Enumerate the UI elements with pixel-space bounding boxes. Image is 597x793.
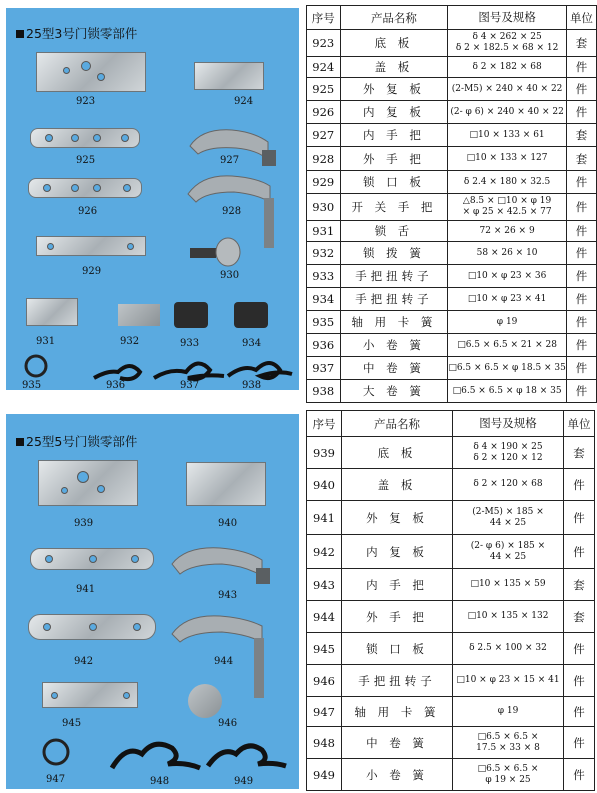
- product-name-cell: 小 卷 簧: [342, 759, 453, 791]
- table-row: [307, 569, 595, 601]
- spec-cell: 58 × 26 × 10: [448, 242, 567, 265]
- product-name-cell: 锁 口 板: [340, 171, 448, 194]
- part-label: 928: [222, 206, 242, 217]
- table-row: [307, 727, 595, 759]
- part-number-cell: 949: [307, 759, 342, 791]
- part-label: 936: [106, 380, 126, 390]
- part-label: 945: [62, 718, 82, 729]
- part-number-cell: 940: [307, 469, 342, 501]
- table-row: [307, 311, 597, 334]
- part-number-cell: 948: [307, 727, 342, 759]
- table-row: [307, 242, 597, 265]
- spec-cell: δ 2 × 182 × 68: [448, 57, 567, 78]
- part-label: 948: [150, 776, 170, 787]
- part-label: 929: [82, 266, 102, 277]
- table-row: [307, 171, 597, 194]
- unit-cell: 件: [566, 101, 596, 124]
- part-947-image: [40, 736, 74, 770]
- product-name-cell: 外 复 板: [342, 501, 453, 535]
- spec-cell: △8.5 × □10 × φ 19 × φ 25 × 42.5 × 77: [448, 194, 567, 221]
- table-row: [307, 665, 595, 697]
- table-row: [307, 633, 595, 665]
- part-number-cell: 929: [307, 171, 341, 194]
- spec-cell: □6.5 × 6.5 × φ 18 × 35: [448, 380, 567, 403]
- column-header: 单位: [564, 411, 595, 437]
- table-row: [307, 334, 597, 357]
- table-row: [307, 437, 595, 469]
- unit-cell: 件: [566, 78, 596, 101]
- spec-cell: □10 × 133 × 127: [448, 147, 567, 171]
- spec-cell: □6.5 × 6.5 × φ 19 × 25: [453, 759, 564, 791]
- spec-cell: δ 2 × 120 × 68: [453, 469, 564, 501]
- part-label: 940: [218, 518, 238, 529]
- part-label: 938: [242, 380, 262, 390]
- table-row: [307, 221, 597, 242]
- product-name-cell: 底 板: [340, 30, 448, 57]
- spec-table-body: [307, 411, 595, 791]
- unit-cell: 套: [566, 30, 596, 57]
- unit-cell: 件: [564, 469, 595, 501]
- part-label: 927: [220, 155, 240, 166]
- part-942-image: [28, 614, 156, 640]
- part-939-image: [38, 460, 138, 506]
- table-row: [307, 469, 595, 501]
- part-label: 933: [180, 338, 200, 349]
- part-label: 943: [218, 590, 238, 601]
- column-header: 图号及规格: [448, 6, 567, 30]
- product-name-cell: 外 手 把: [342, 601, 453, 633]
- parts-panel-5: [6, 414, 299, 789]
- part-label: 924: [234, 96, 254, 107]
- unit-cell: 件: [566, 242, 596, 265]
- unit-cell: 件: [566, 334, 596, 357]
- table-row: [307, 501, 595, 535]
- part-926-image: [28, 178, 142, 198]
- part-number-cell: 931: [307, 221, 341, 242]
- table-row: [307, 194, 597, 221]
- part-label: 930: [220, 270, 240, 281]
- product-name-cell: 盖 板: [342, 469, 453, 501]
- unit-cell: 件: [564, 759, 595, 791]
- product-name-cell: 内 复 板: [340, 101, 448, 124]
- spec-table-body: [307, 6, 597, 403]
- table-row: [307, 30, 597, 57]
- spec-cell: δ 2.4 × 180 × 32.5: [448, 171, 567, 194]
- part-number-cell: 923: [307, 30, 341, 57]
- unit-cell: 件: [566, 288, 596, 311]
- column-header: 产品名称: [342, 411, 453, 437]
- product-name-cell: 大 卷 簧: [340, 380, 448, 403]
- column-header: 序号: [307, 6, 341, 30]
- table-row: [307, 535, 595, 569]
- unit-cell: 套: [564, 601, 595, 633]
- part-label: 926: [78, 206, 98, 217]
- part-number-cell: 932: [307, 242, 341, 265]
- spec-cell: (2- φ 6) × 185 × 44 × 25: [453, 535, 564, 569]
- part-945-image: [42, 682, 138, 708]
- product-name-cell: 盖 板: [340, 57, 448, 78]
- part-number-cell: 945: [307, 633, 342, 665]
- table-row: [307, 380, 597, 403]
- unit-cell: 件: [566, 171, 596, 194]
- unit-cell: 套: [566, 147, 596, 171]
- part-929-image: [36, 236, 146, 256]
- table-row: [307, 147, 597, 171]
- part-label: 944: [214, 656, 234, 667]
- spec-cell: δ 4 × 190 × 25 δ 2 × 120 × 12: [453, 437, 564, 469]
- part-number-cell: 935: [307, 311, 341, 334]
- product-name-cell: 内 手 把: [342, 569, 453, 601]
- panel-title: 25型3号门锁零部件: [16, 24, 137, 42]
- unit-cell: 件: [564, 535, 595, 569]
- table-row: [307, 601, 595, 633]
- product-name-cell: 内 手 把: [340, 124, 448, 147]
- product-name-cell: 外 复 板: [340, 78, 448, 101]
- part-label: 937: [180, 380, 200, 390]
- column-header: 图号及规格: [453, 411, 564, 437]
- panel-title: 25型5号门锁零部件: [16, 432, 137, 450]
- part-number-cell: 943: [307, 569, 342, 601]
- spec-cell: (2-M5) × 240 × 40 × 22: [448, 78, 567, 101]
- unit-cell: 件: [564, 633, 595, 665]
- part-label: 925: [76, 155, 96, 166]
- part-number-cell: 942: [307, 535, 342, 569]
- spec-table-5: [306, 410, 595, 791]
- spec-cell: □10 × 135 × 59: [453, 569, 564, 601]
- part-934-image: [234, 302, 268, 328]
- product-name-cell: 锁 口 板: [342, 633, 453, 665]
- table-header-row: [307, 411, 595, 437]
- part-number-cell: 928: [307, 147, 341, 171]
- part-label: 947: [46, 774, 66, 785]
- table-header-row: [307, 6, 597, 30]
- spec-cell: □10 × φ 23 × 15 × 41: [453, 665, 564, 697]
- product-name-cell: 开 关 手 把: [340, 194, 448, 221]
- part-label: 923: [76, 96, 96, 107]
- product-name-cell: 锁 舌: [340, 221, 448, 242]
- part-label: 949: [234, 776, 254, 787]
- table-row: [307, 697, 595, 727]
- spec-cell: □10 × 135 × 132: [453, 601, 564, 633]
- part-933-image: [174, 302, 208, 328]
- part-label: 946: [218, 718, 238, 729]
- spec-cell: (2- φ 6) × 240 × 40 × 22: [448, 101, 567, 124]
- column-header: 单位: [566, 6, 596, 30]
- product-name-cell: 小 卷 簧: [340, 334, 448, 357]
- product-name-cell: 中 卷 簧: [340, 357, 448, 380]
- table-row: [307, 101, 597, 124]
- part-number-cell: 941: [307, 501, 342, 535]
- part-930-image: [186, 234, 246, 274]
- part-number-cell: 926: [307, 101, 341, 124]
- part-number-cell: 924: [307, 57, 341, 78]
- unit-cell: 件: [566, 194, 596, 221]
- part-label: 942: [74, 656, 94, 667]
- part-label: 934: [242, 338, 262, 349]
- product-name-cell: 锁 拨 簧: [340, 242, 448, 265]
- part-label: 932: [120, 336, 140, 347]
- product-name-cell: 手把扭转子: [340, 265, 448, 288]
- spec-table-3: [306, 5, 597, 403]
- part-number-cell: 930: [307, 194, 341, 221]
- product-name-cell: 手把扭转子: [340, 288, 448, 311]
- part-941-image: [30, 548, 154, 570]
- part-number-cell: 933: [307, 265, 341, 288]
- part-number-cell: 925: [307, 78, 341, 101]
- product-name-cell: 中 卷 簧: [342, 727, 453, 759]
- unit-cell: 件: [564, 727, 595, 759]
- part-number-cell: 947: [307, 697, 342, 727]
- spec-cell: (2-M5) × 185 × 44 × 25: [453, 501, 564, 535]
- part-948-image: [106, 734, 206, 774]
- product-name-cell: 内 复 板: [342, 535, 453, 569]
- unit-cell: 件: [566, 357, 596, 380]
- product-name-cell: 轴 用 卡 簧: [342, 697, 453, 727]
- parts-panel-3: [6, 8, 299, 390]
- part-923-image: [36, 52, 146, 92]
- spec-cell: □10 × 133 × 61: [448, 124, 567, 147]
- table-row: [307, 357, 597, 380]
- product-name-cell: 轴 用 卡 簧: [340, 311, 448, 334]
- table-row: [307, 265, 597, 288]
- unit-cell: 件: [566, 221, 596, 242]
- spec-cell: φ 19: [448, 311, 567, 334]
- table-row: [307, 78, 597, 101]
- unit-cell: 件: [564, 665, 595, 697]
- product-name-cell: 外 手 把: [340, 147, 448, 171]
- spec-cell: □6.5 × 6.5 × φ 18.5 × 35: [448, 357, 567, 380]
- part-932-image: [118, 304, 160, 326]
- part-number-cell: 937: [307, 357, 341, 380]
- unit-cell: 套: [564, 569, 595, 601]
- part-949-image: [202, 734, 292, 774]
- unit-cell: 套: [566, 124, 596, 147]
- product-name-cell: 手把扭转子: [342, 665, 453, 697]
- part-935-image: [22, 352, 52, 382]
- spec-cell: □6.5 × 6.5 × 21 × 28: [448, 334, 567, 357]
- column-header: 序号: [307, 411, 342, 437]
- spec-cell: 72 × 26 × 9: [448, 221, 567, 242]
- column-header: 产品名称: [340, 6, 448, 30]
- table-row: [307, 759, 595, 791]
- part-number-cell: 946: [307, 665, 342, 697]
- spec-cell: φ 19: [453, 697, 564, 727]
- spec-cell: □10 × φ 23 × 41: [448, 288, 567, 311]
- part-925-image: [30, 128, 140, 148]
- part-946-image: [188, 684, 222, 718]
- spec-cell: δ 4 × 262 × 25 δ 2 × 182.5 × 68 × 12: [448, 30, 567, 57]
- product-name-cell: 底 板: [342, 437, 453, 469]
- part-label: 939: [74, 518, 94, 529]
- unit-cell: 套: [564, 437, 595, 469]
- spec-cell: □10 × φ 23 × 36: [448, 265, 567, 288]
- part-label: 935: [22, 380, 42, 390]
- table-row: [307, 288, 597, 311]
- part-number-cell: 934: [307, 288, 341, 311]
- unit-cell: 件: [566, 380, 596, 403]
- table-row: [307, 57, 597, 78]
- part-number-cell: 939: [307, 437, 342, 469]
- part-label: 931: [36, 336, 56, 347]
- part-label: 941: [76, 584, 96, 595]
- part-number-cell: 938: [307, 380, 341, 403]
- unit-cell: 件: [566, 265, 596, 288]
- part-number-cell: 944: [307, 601, 342, 633]
- unit-cell: 件: [566, 311, 596, 334]
- part-number-cell: 927: [307, 124, 341, 147]
- part-943-image: [166, 540, 276, 590]
- part-931-image: [26, 298, 78, 326]
- part-924-image: [194, 62, 264, 90]
- table-row: [307, 124, 597, 147]
- unit-cell: 件: [564, 697, 595, 727]
- part-number-cell: 936: [307, 334, 341, 357]
- spec-cell: □6.5 × 6.5 × 17.5 × 33 × 8: [453, 727, 564, 759]
- unit-cell: 件: [564, 501, 595, 535]
- unit-cell: 件: [566, 57, 596, 78]
- part-927-image: [182, 120, 282, 175]
- spec-cell: δ 2.5 × 100 × 32: [453, 633, 564, 665]
- part-940-image: [186, 462, 266, 506]
